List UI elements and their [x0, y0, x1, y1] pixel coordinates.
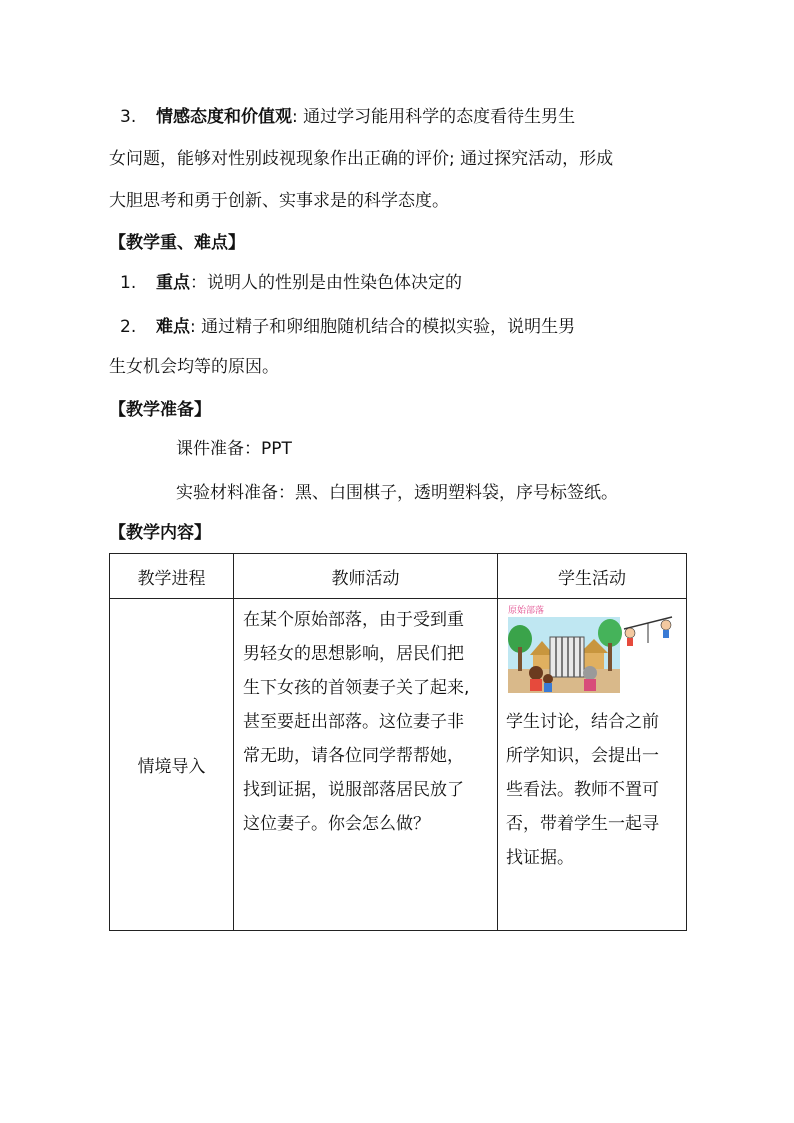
header-stage: 教学进程	[110, 554, 234, 599]
teacher-line: 找到证据，说服部落居民放了	[243, 780, 464, 800]
teacher-activity	[234, 599, 497, 841]
heading-content: 【教学内容】	[109, 523, 211, 543]
section3-line3: 大胆思考和勇于创新、实事求是的科学态度。	[109, 191, 449, 211]
teacher-cell	[234, 599, 498, 931]
heading-keypoints: 【教学重、难点】	[109, 233, 245, 253]
keypoint2-line1	[120, 310, 680, 345]
keypoint2-title: 难点	[156, 317, 190, 337]
teacher-line: 男轻女的思想影响，居民们把	[243, 644, 464, 664]
section3-number: 3.	[120, 107, 137, 127]
tribe-illustration	[506, 603, 682, 699]
teacher-line: 常无助，请各位同学帮帮她，	[243, 746, 464, 766]
lesson-table	[109, 553, 687, 931]
section3-line2: 女问题，能够对性别歧视现象作出正确的评价; 通过探究活动，形成	[109, 149, 614, 169]
student-activity	[506, 705, 680, 875]
prep-courseware: 课件准备：PPT	[176, 439, 292, 459]
slide-caption: 原始部落	[508, 606, 545, 616]
student-line: 些看法。教师不置可	[506, 780, 659, 800]
header-teacher: 教师活动	[234, 554, 498, 599]
keypoint2-text: : 通过精子和卵细胞随机结合的模拟实验，说明生男	[190, 317, 576, 337]
keypoint1-text: ：说明人的性别是由性染色体决定的	[190, 273, 462, 293]
section3-title: 情感态度和价值观	[156, 107, 292, 127]
header-student: 学生活动	[498, 554, 687, 599]
stage-cell: 情境导入	[110, 599, 234, 931]
teacher-line: 甚至要赶出部落。这位妻子非	[243, 712, 464, 732]
student-line: 学生讨论，结合之前	[506, 712, 659, 732]
student-line: 否，带着学生一起寻	[506, 814, 659, 834]
prep-materials: 实验材料准备：黑、白围棋子，透明塑料袋，序号标签纸。	[176, 483, 618, 503]
section3-text: : 通过学习能用科学的态度看待生男生	[292, 107, 576, 127]
student-cell	[498, 599, 687, 931]
keypoint1-title: 重点	[156, 273, 190, 293]
keypoint1-number: 1.	[120, 273, 137, 293]
student-line: 所学知识，会提出一	[506, 746, 659, 766]
teacher-line: 生下女孩的首领妻子关了起来,	[243, 678, 470, 698]
section3-line1	[120, 100, 680, 135]
keypoint2-line2: 生女机会均等的原因。	[109, 357, 279, 377]
student-line: 找证据。	[506, 848, 574, 868]
teacher-line: 在某个原始部落，由于受到重	[243, 610, 464, 630]
table-row	[110, 599, 687, 931]
keypoint2-number: 2.	[120, 317, 137, 337]
heading-prep: 【教学准备】	[109, 400, 211, 420]
table-header-row	[110, 554, 687, 599]
teacher-line: 这位妻子。你会怎么做？	[243, 814, 430, 834]
keypoint1	[120, 266, 680, 301]
